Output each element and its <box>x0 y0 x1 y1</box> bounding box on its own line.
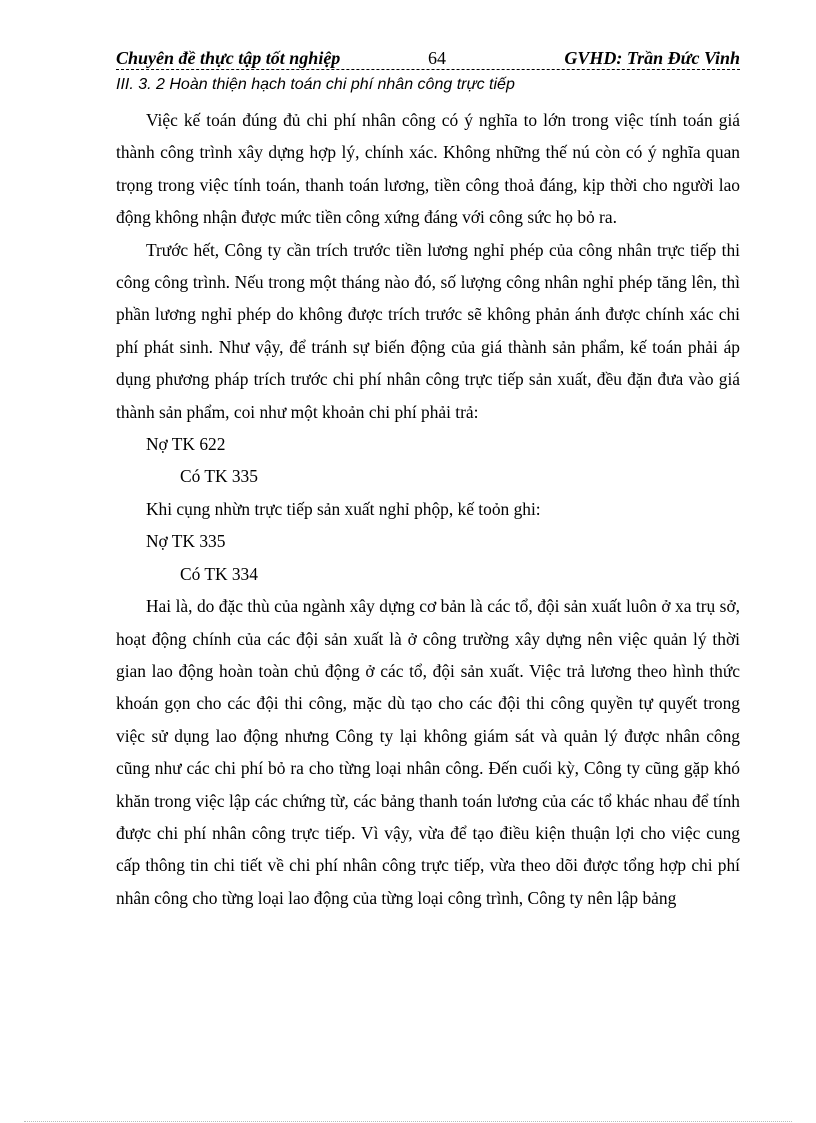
header-divider <box>116 69 740 70</box>
journal-entry-credit-335: Có TK 335 <box>180 466 258 487</box>
page-number: 64 <box>428 48 446 68</box>
header-document-title: Chuyên đề thực tập tốt nghiệp <box>116 48 341 68</box>
leave-entry-text: Khi cụng nhừn trực tiếp sản xuất nghỉ phộp, kế toỏn ghi: <box>146 498 541 519</box>
journal-entry-debit-622: Nợ TK 622 <box>146 434 226 455</box>
journal-entry-debit-335: Nợ TK 335 <box>146 531 226 552</box>
journal-entry-credit-334: Có TK 334 <box>180 563 258 584</box>
page-header <box>116 48 740 72</box>
paragraph-1: Việc kế toán đúng đủ chi phí nhân công có ý nghĩa to lớn trong việc tính toán giá thành công trình xây dựng hợp lý, chính xác. Không những thế nú còn có ý nghĩa quan trọng trong việc tính toán, thanh toán lương, tiền công thoả đáng, kịp thời cho người lao động không nhận được mức tiền công xứng đáng với công sức họ bỏ ra. <box>116 110 740 228</box>
page-bottom-border <box>24 1121 792 1122</box>
section-title: III. 3. 2 Hoàn thiện hạch toán chi phí nhân công trực tiếp <box>116 76 515 93</box>
header-supervisor: GVHD: Trần Đức Vinh <box>564 48 740 68</box>
paragraph-3: Hai là, do đặc thù của ngành xây dựng cơ bản là các tổ, đội sản xuất luôn ở xa trụ sở, hoạt động chính của các đội sản xuất là ở công trường xây dựng nên việc quản lý thời gian lao động hoàn toàn chủ động ở các tổ, đội sản xuất. Việc trả lương theo hình thức khoán gọn cho các đội thi công, mặc dù tạo cho các đội thi công quyền tự quyết trong việc sử dụng lao động nhưng Công ty lại không giám sát và quản lý được nhân công cũng như các chi phí bỏ ra cho từng loại nhân công. Đến cuối kỳ, Công ty cũng gặp khó khăn trong việc lập các chứng từ, các bảng thanh toán lương của các tổ khác nhau để tính được chi phí nhân công trực tiếp. Vì vậy, vừa để tạo điều kiện thuận lợi cho việc cung cấp thông tin chi tiết về chi phí nhân công trực tiếp, vừa theo dõi được tổng hợp chi phí nhân công cho từng loại lao động của từng loại công trình, Công ty nên lập bảng <box>116 596 740 908</box>
document-body <box>116 104 740 914</box>
paragraph-2: Trước hết, Công ty cần trích trước tiền lương nghỉ phép của công nhân trực tiếp thi công công trình. Nếu trong một tháng nào đó, số lượng công nhân nghỉ phép tăng lên, thì phần lương nghỉ phép do không được trích trước sẽ không phản ánh được chính xác chi phí phát sinh. Như vậy, để tránh sự biến động của giá thành sản phẩm, kế toán phải áp dụng phương pháp trích trước chi phí nhân công trực tiếp sản xuất, đều đặn đưa vào giá thành sản phẩm, coi như một khoản chi phí phải trả: <box>116 239 740 422</box>
